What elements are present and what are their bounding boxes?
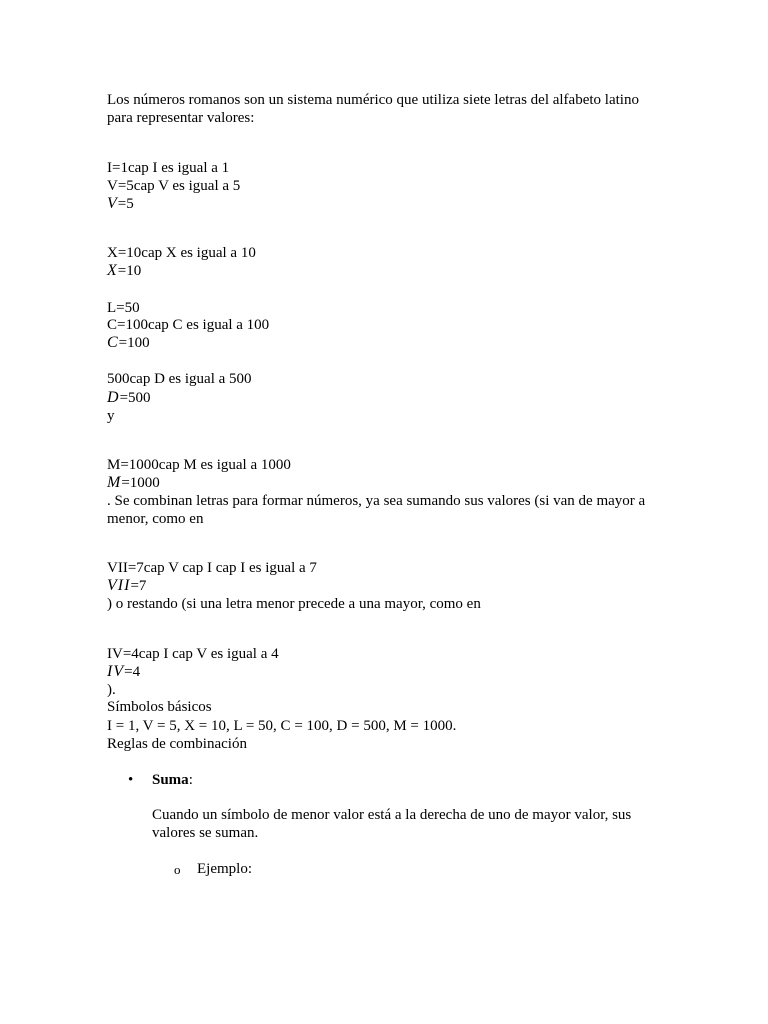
suma-description: Cuando un símbolo de menor valor está a la derecha de uno de mayor valor, sus valores se suman. — [152, 807, 632, 841]
eq-c-text: C=100cap C es igual a 100 — [107, 317, 270, 333]
math-symbol: IV — [107, 663, 125, 680]
eq-x-math — [107, 262, 141, 280]
math-symbol: X — [107, 262, 118, 279]
suma-heading — [152, 771, 193, 789]
eq-c-math — [107, 334, 150, 352]
intro-paragraph: Los números romanos son un sistema numérico que utiliza siete letras del alfabeto latino para representar valores: — [107, 92, 639, 126]
suma-colon: : — [188, 772, 193, 788]
math-symbol: C — [107, 334, 119, 351]
eq-v-math — [107, 195, 134, 213]
eq-d-math — [107, 389, 151, 407]
basic-symbols-list: I = 1, V = 5, X = 10, L = 50, C = 100, D = 500, M = 1000. — [107, 718, 457, 734]
eq-i-text: I=1cap I es igual a 1 — [107, 160, 230, 176]
bullet-icon: • — [128, 772, 134, 788]
sub-bullet-icon: o — [174, 862, 181, 877]
ex7-text: VII=7cap V cap I cap I es igual a 7 — [107, 560, 317, 576]
subtract-paragraph: ) o restando (si una letra menor precede a una mayor, como en — [107, 596, 481, 612]
math-value: =1000 — [121, 475, 160, 491]
math-symbol: V — [107, 195, 118, 212]
ex4-text: IV=4cap I cap V es igual a 4 — [107, 646, 279, 662]
ex7-math — [107, 577, 146, 595]
ex4-math — [107, 663, 140, 681]
rules-heading: Reglas de combinación — [107, 736, 247, 752]
suma-label: Suma — [152, 772, 189, 788]
basic-symbols-heading: Símbolos básicos — [107, 699, 212, 715]
math-value: =7 — [130, 578, 147, 594]
math-value: =100 — [118, 335, 150, 351]
math-symbol: D — [107, 389, 120, 406]
math-symbol: VII — [107, 577, 131, 594]
math-symbol: M — [107, 474, 122, 491]
math-value: =10 — [117, 263, 142, 279]
conjunction-y: y — [107, 408, 115, 424]
math-value: =5 — [117, 196, 134, 212]
example-label: Ejemplo: — [197, 861, 252, 877]
close-paren: ). — [107, 682, 116, 698]
eq-d-text: 500cap D es igual a 500 — [107, 371, 252, 387]
combine-paragraph: . Se combinan letras para formar números, ya sea sumando sus valores (si van de mayor a menor, como en — [107, 493, 646, 527]
eq-v-text: V=5cap V es igual a 5 — [107, 178, 241, 194]
math-value: =500 — [119, 390, 151, 406]
eq-m-math — [107, 474, 160, 492]
eq-m-text: M=1000cap M es igual a 1000 — [107, 457, 291, 473]
math-value: =4 — [124, 664, 141, 680]
eq-x-text: X=10cap X es igual a 10 — [107, 245, 256, 261]
eq-l-text: L=50 — [107, 300, 140, 316]
